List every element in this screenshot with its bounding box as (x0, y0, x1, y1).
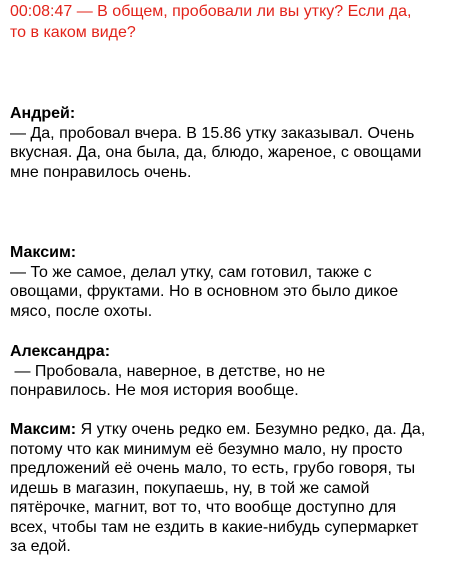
answer-block-maksim-1 (10, 243, 442, 321)
speaker-name: Андрей: (10, 105, 76, 122)
transcript-page (10, 0, 442, 555)
question-line-1: 00:08:47 — В общем, пробовали ли вы утку? Если да, (10, 3, 412, 20)
answer-first-line (10, 420, 442, 440)
question-line-2: то в каком виде? (10, 24, 136, 41)
answer-block-aleksandra (10, 342, 442, 401)
answer-line: — Пробовала, наверное, в детстве, но не (10, 362, 326, 380)
answer-line: мясо, после охоты. (10, 302, 153, 320)
speaker-name: Максим: (10, 244, 77, 261)
answer-line: понравилось. Не моя история вообще. (10, 382, 299, 399)
answer-line: — Да, пробовал вчера. В 15.86 утку заказывал. Очень (10, 124, 415, 142)
answer-line: — То же самое, делал утку, сам готовил, также с (10, 263, 372, 281)
answer-line: идешь в магазин, покупаешь, ну, в той же самой (10, 479, 370, 497)
answer-line: вкусная. Да, она была, да, блюдо, жареное, с овощами (10, 144, 422, 161)
speaker-name: Максим: (10, 421, 77, 438)
answer-line: пятёрочке, магнит, вот то, что вообще доступно для (10, 499, 397, 516)
answer-line: за едой. (10, 538, 71, 555)
answer-block-maksim-2 (10, 420, 442, 557)
answer-line: предложений её очень мало, то есть, грубо говоря, ты (10, 460, 416, 477)
answer-line: мне понравилось очень. (10, 163, 192, 181)
answer-line-inline: Я утку очень редко ем. Безумно редко, да. Да, (76, 421, 426, 438)
answer-block-andrey (10, 104, 442, 182)
answer-line: овощами, фруктами. Но в основном это было дикое (10, 283, 399, 300)
answer-line: всех, чтобы там не ездить в какие-нибудь супермаркет (10, 518, 419, 536)
answer-line: потому что как минимум её безумно мало, ну просто (10, 440, 403, 458)
question-heading (10, 1, 442, 43)
speaker-name: Александра: (10, 343, 111, 360)
